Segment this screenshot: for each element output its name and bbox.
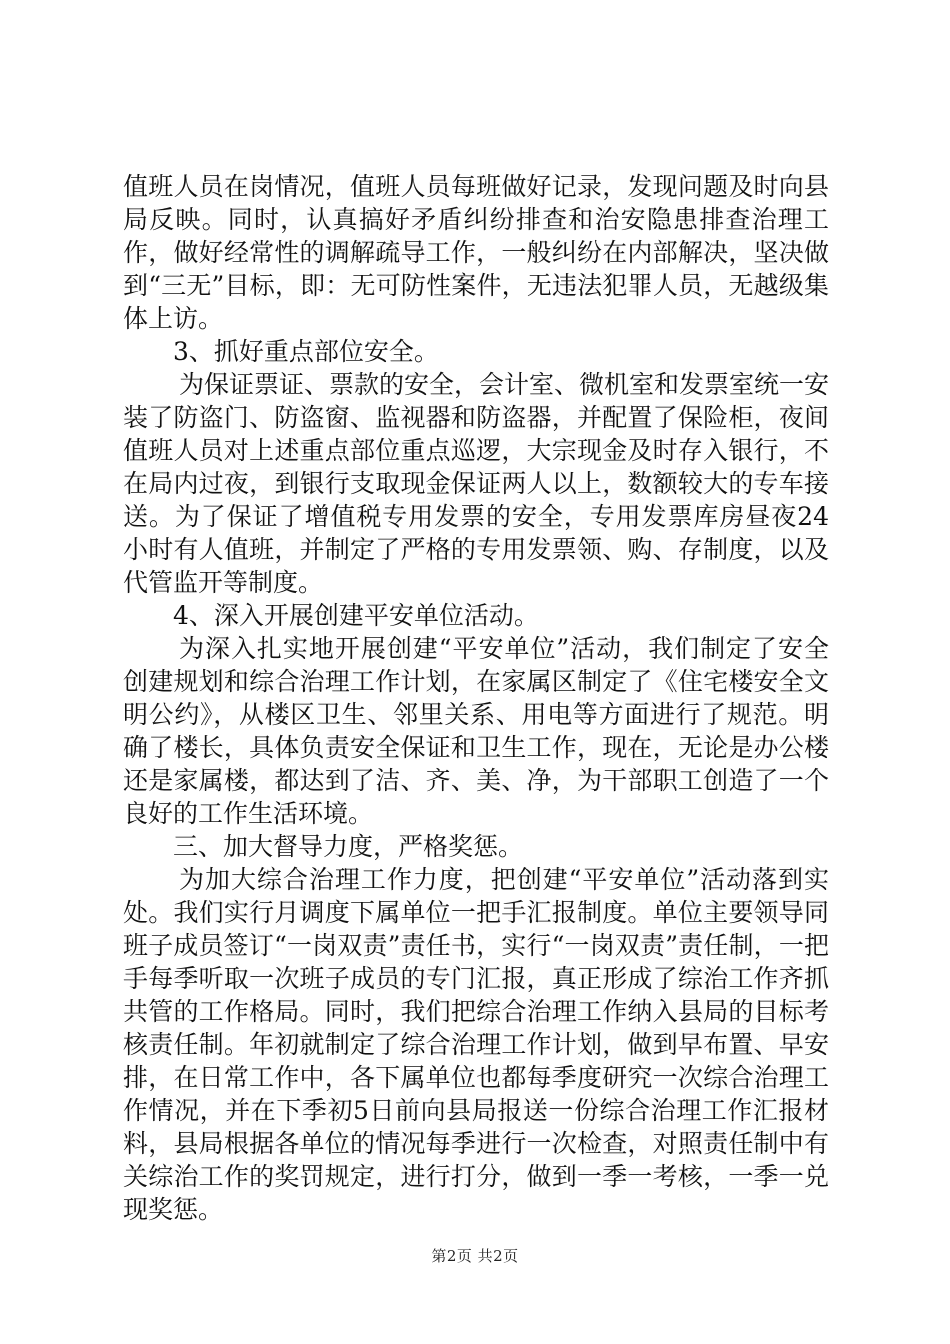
paragraph-supervision: 为加大综合治理工作力度，把创建“平安单位”活动落到实处。我们实行月调度下属单位一把手汇报制度。单位主要领导同班子成员签订“一岗双责”责任书，实行“一岗双责”责任制，一把手每季听取一次班子成员的专门汇报，真正形成了综治工作齐抓共管的工作格局。同时，我们把综合治理工作纳入县局的目标考核责任制。年初就制定了综合治理工作计划，做到早布置、早安排，在日常工作中，各下属单位也都每季度研究一次综合治理工作情况，并在下季初5日前向县局报送一份综合治理工作汇报材料，县局根据各单位的情况每季进行一次检查，对照责任制中有关综治工作的奖罚规定，进行打分，做到一季一考核，一季一兑现奖惩。: [123, 865, 829, 1224]
section-heading-safe-unit: 4、深入开展创建平安单位活动。: [173, 601, 539, 630]
page-number-footer: 第2页 共2页: [431, 1247, 519, 1265]
paragraph-safe-unit: 为深入扎实地开展创建“平安单位”活动，我们制定了安全创建规划和综合治理工作计划，在家属区制定了《住宅楼安全文明公约》，从楼区卫生、邻里关系、用电等方面进行了规范。明确了楼长，具体负责安全保证和卫生工作，现在，无论是办公楼还是家属楼，都达到了洁、齐、美、净，为干部职工创造了一个良好的工作生活环境。: [123, 634, 829, 828]
section-heading-supervision: 三、加大督导力度，严格奖惩。: [173, 832, 524, 861]
paragraph-key-locations: 为保证票证、票款的安全，会计室、微机室和发票室统一安装了防盗门、防盗窗、监视器和防盗器，并配置了保险柜，夜间值班人员对上述重点部位重点巡逻，大宗现金及时存入银行，不在局内过夜，到银行支取现金保证两人以上，数额较大的专车接送。为了保证了增值税专用发票的安全，专用发票库房昼夜24小时有人值班，并制定了严格的专用发票领、购、存制度，以及代管监开等制度。: [123, 370, 830, 597]
document-body: [123, 170, 829, 1226]
section-heading-key-locations: 3、抓好重点部位安全。: [173, 337, 439, 366]
paragraph-continuation: 值班人员在岗情况，值班人员每班做好记录，发现问题及时向县局反映。同时，认真搞好矛盾纠纷排查和治安隐患排查治理工作，做好经常性的调解疏导工作，一般纠纷在内部解决，坚决做到“三无”目标，即：无可防性案件，无违法犯罪人员，无越级集体上访。: [123, 172, 829, 333]
